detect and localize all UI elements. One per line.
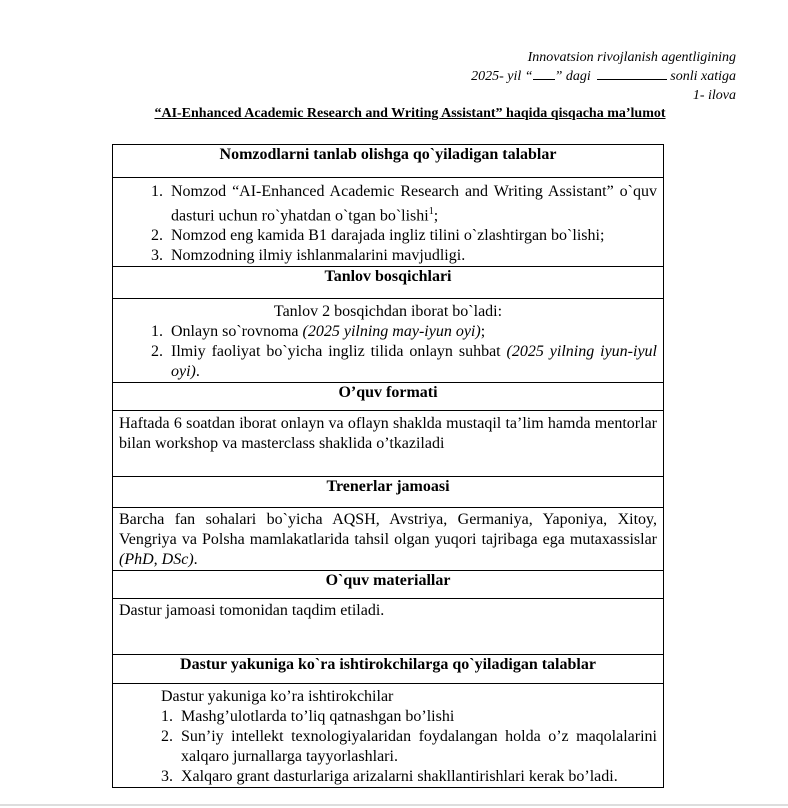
requirement-item: 2. Nomzod eng kamida B1 darajada ingliz tilini o`zlashtirgan bo`lishi; [167, 226, 657, 246]
document-title: “AI-Enhanced Academic Research and Writing Assistant” haqida qisqacha ma’lumot [154, 106, 666, 121]
completion-item: 3. Xalqaro grant dasturlariga arizalarni shakllantirishlari kerak bo’ladi. [177, 767, 657, 787]
completion-body [113, 684, 664, 788]
header-agency-line: Innovatsion rivojlanish agentligining [527, 50, 736, 65]
completion-intro: Dastur yakuniga ko’ra ishtirokchilar [161, 688, 394, 706]
trainers-heading: Trenerlar jamoasi [113, 477, 664, 508]
format-heading: O’quv formati [113, 383, 664, 411]
stages-body [113, 299, 664, 383]
header-letter-line [471, 67, 736, 86]
header-year-prefix: 2025- yil “ [471, 69, 533, 84]
number-blank [597, 67, 667, 80]
stage-item: 2. Ilmiy faoliyat bo`yicha ingliz tilida onlayn suhbat (2025 yilning iyun-iyul oyi). [167, 342, 657, 382]
format-body: Haftada 6 soatdan iborat onlayn va oflayn shaklda mustaqil ta’lim hamda mentorlar bilan workshop va masterclass shaklida o’tkaziladi [113, 411, 664, 477]
page-bottom-edge [0, 804, 788, 806]
requirements-heading: Nomzodlarni tanlab olishga qo`yiladigan talablar [113, 145, 664, 178]
completion-item: 1. Mashg’ulotlarda to’liq qatnashgan bo’lishi [177, 707, 657, 727]
requirement-item: 3. Nomzodning ilmiy ishlanmalarini mavjudligi. [167, 246, 657, 266]
date-blank [533, 67, 555, 80]
requirement-item: 1. Nomzod “AI-Enhanced Academic Research and Writing Assistant” o`quv dasturi uchun ro`yhatdan o`tgan bo`lishi$^1$; [167, 182, 657, 226]
stages-heading: Tanlov bosqichlari [113, 267, 664, 299]
materials-heading: O`quv materiallar [113, 571, 664, 599]
materials-body: Dastur jamoasi tomonidan taqdim etiladi. [113, 599, 664, 655]
header-annex: 1- ilova [692, 88, 736, 103]
stages-intro: Tanlov 2 bosqichdan iborat bo`ladi: [273, 303, 503, 321]
completion-item: 2. Sun’iy intellekt texnologiyalaridan foydalangan holda o’z maqolalarini xalqaro jurnallarga tayyorlashlari. [177, 727, 657, 767]
completion-heading: Dastur yakuniga ko`ra ishtirokchilarga qo`yiladigan talablar [113, 655, 664, 684]
footnote-mark: 1 [428, 206, 434, 217]
header-dagi: ” dagi [554, 69, 591, 84]
header-suffix: sonli xatiga [670, 69, 736, 84]
trainers-body: Barcha fan sohalari bo`yicha AQSH, Avstriya, Germaniya, Yaponiya, Xitoy, Vengriya va Polsha mamlakatlarida tahsil olgan yuqori tajribaga ega mutaxassislar (PhD, DSc). [113, 508, 664, 571]
info-table [112, 144, 664, 788]
requirements-body [113, 178, 664, 267]
stage-item: 1. Onlayn so`rovnoma (2025 yilning may-iyun oyi); [167, 322, 657, 342]
